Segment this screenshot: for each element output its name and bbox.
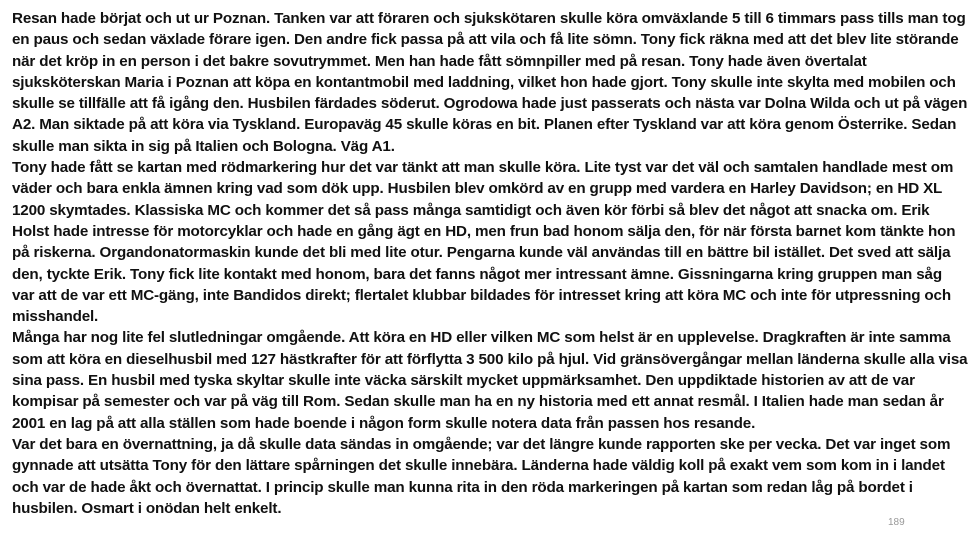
paragraph-1: Resan hade börjat och ut ur Poznan. Tanken var att föraren och sjukskötaren skulle köra omväxlande 5 till 6 timmars pass tills man tog en paus och sedan växlade förare igen. Den andre fick passa på att vila och få lite sömn. Tony fick räkna med att det blev lite störande när det kröp in en person i det bakre sovutrymmet. Men han hade fått sömnpiller med på resan. Tony hade även övertalat sjuksköterskan Maria i Poznan att köpa en kontantmobil med laddning, vilket hon hade gjort. Tony skulle inte skylta med mobilen och skulle se tillfälle att få igång den. Husbilen färdades söderut. Ogrodowa hade just passerats och nästa var Dolna Wilda och ut på vägen A2. Man siktade på att köra via Tyskland. Europaväg 45 skulle köras en bit. Planen efter Tyskland var att köra genom Österrike. Sedan skulle man sikta in sig på Italien och Bologna. Väg A1. — [12, 10, 968, 155]
body-text — [12, 8, 968, 519]
paragraph-3: Många har nog lite fel slutledningar omgående. Att köra en HD eller vilken MC som helst är en upplevelse. Dragkraften är inte samma som att köra en dieselhusbil med 127 hästkrafter för att förflytta 3 500 kilo på hjul. Vid gränsövergångar mellan länderna skulle alla visa sina pass. En husbil med tyska skyltar skulle inte väcka särskilt mycket uppmärksamhet. Den uppdiktade historien av att de var kompisar på semester och var på väg till Rom. Sedan skulle man ha en ny historia med ett annat resmål. I Italien hade man sedan år 2001 en lag på att alla ställen som hade boende i någon form skulle notera data från passen hos resande. — [12, 329, 968, 432]
page-number: 189 — [888, 517, 905, 528]
paragraph-2: Tony hade fått se kartan med rödmarkering hur det var tänkt att man skulle köra. Lite tyst var det väl och samtalen handlade mest om väder och bara enkla ämnen kring vad som dök upp. Husbilen blev omkörd av en grupp med vardera en Harley Davidson; en HD XL 1200 skymtades. Klassiska MC och kommer det så pass många samtidigt och även kör förbi så blev det något att snacka om. Erik Holst hade intresse för motorcyklar och hade en gång ägt en HD, men frun bad honom sälja den, för när första barnet kom tänkte hon på riskerna. Organdonatormaskin kunde det bli med lite otur. Pengarna kunde väl användas till en bättre bil istället. Det sved att sälja den, tyckte Erik. Tony fick lite kontakt med honom, bara det fanns något mer intressant ämne. Gissningarna kring gruppen man såg var att de var ett MC-gäng, inte Bandidos direkt; flertalet klubbar bildades för intresset kring att köra MC och inte för utpressning och misshandel. — [12, 159, 956, 326]
paragraph-4: Var det bara en övernattning, ja då skulle data sändas in omgående; var det längre kunde rapporten ske per vecka. Det var inget som gynnade att utsätta Tony för den lättare spårningen det skulle innebära. Länderna hade väldig koll på exakt vem som kom in i landet och var de hade åkt och övernattat. I princip skulle man kunna rita in den röda markeringen på kartan som redan låg på bordet i husbilen. Osmart i onödan helt enkelt. — [12, 435, 951, 517]
